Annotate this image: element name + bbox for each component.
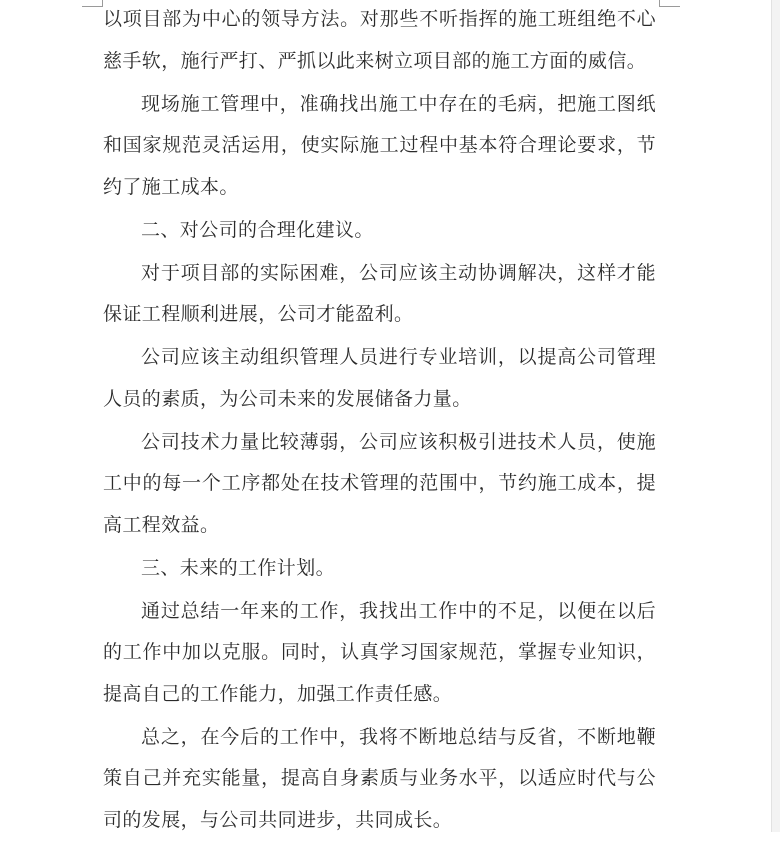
- paragraph-6: 通过总结一年来的工作，我找出工作中的不足，以便在以后的工作中加以克服。同时，认真学习国家规范，掌握专业知识，提高自己的工作能力，加强工作责任感。: [103, 591, 656, 716]
- document-body: [103, 0, 656, 841]
- page-edge: [771, 0, 780, 832]
- section-heading-2: 二、对公司的合理化建议。: [103, 210, 656, 252]
- paragraph-5: 公司技术力量比较薄弱，公司应该积极引进技术人员，使施工中的每一个工序都处在技术管理的范围中，节约施工成本，提高工程效益。: [103, 422, 656, 547]
- paragraph-7: 总之，在今后的工作中，我将不断地总结与反省，不断地鞭策自己并充实能量，提高自身素质与业务水平，以适应时代与公司的发展，与公司共同进步，共同成长。: [103, 717, 656, 841]
- section-heading-3: 三、未来的工作计划。: [103, 548, 656, 590]
- paragraph-3: 对于项目部的实际困难，公司应该主动协调解决，这样才能保证工程顺利进展，公司才能盈利。: [103, 253, 656, 336]
- paragraph-4: 公司应该主动组织管理人员进行专业培训，以提高公司管理人员的素质，为公司未来的发展储备力量。: [103, 337, 656, 420]
- paragraph-1: 以项目部为中心的领导方法。对那些不听指挥的施工班组绝不心慈手软，施行严打、严抓以此来树立项目部的施工方面的威信。: [103, 0, 656, 82]
- crop-mark-left: [82, 0, 103, 7]
- paragraph-2: 现场施工管理中，准确找出施工中存在的毛病，把施工图纸和国家规范灵活运用，使实际施工过程中基本符合理论要求，节约了施工成本。: [103, 84, 656, 209]
- crop-mark-right: [659, 0, 680, 7]
